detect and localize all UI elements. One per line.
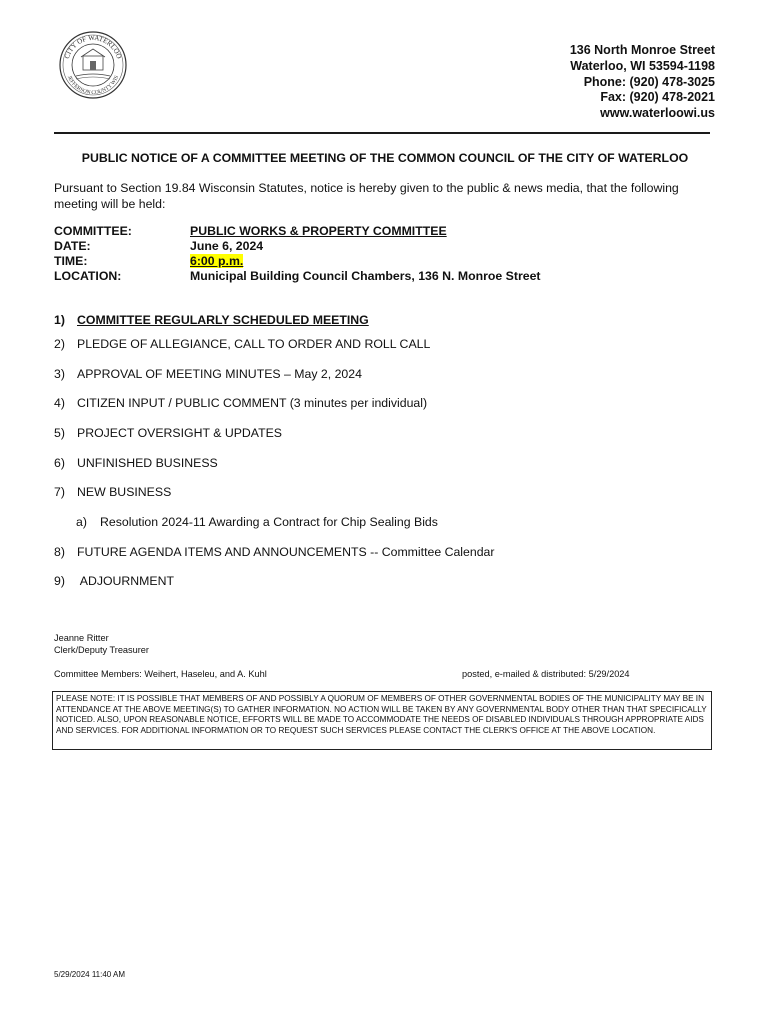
agenda-item (54, 396, 427, 410)
agenda-item-number: 3) (54, 367, 65, 381)
agenda-item-number: 1) (54, 313, 65, 327)
agenda-item-text: APPROVAL OF MEETING MINUTES – May 2, 2024 (77, 367, 362, 381)
header-address-block (570, 43, 715, 122)
footer-timestamp: 5/29/2024 11:40 AM (54, 970, 126, 979)
agenda-item-number: 9) (54, 574, 65, 588)
agenda-item-text: UNFINISHED BUSINESS (77, 456, 218, 470)
agenda-item (54, 367, 362, 381)
address-fax: Fax: (920) 478-2021 (600, 90, 715, 105)
posted-date: posted, e-mailed & distributed: 5/29/2024 (462, 669, 630, 679)
location-value: Municipal Building Council Chambers, 136 N. Monroe Street (190, 269, 541, 283)
time-label: TIME: (54, 254, 88, 268)
committee-value: PUBLIC WORKS & PROPERTY COMMITTEE (190, 224, 447, 238)
agenda-item-number: 5) (54, 426, 65, 440)
date-value: June 6, 2024 (190, 239, 264, 253)
agenda-sub-item (76, 515, 438, 529)
signature-role: Clerk/Deputy Treasurer (54, 645, 149, 655)
agenda-item-text: ADJOURNMENT (77, 574, 175, 588)
agenda-item-text: CITIZEN INPUT / PUBLIC COMMENT (3 minutes per individual) (77, 396, 428, 410)
svg-text:CITY OF WATERLOO: CITY OF WATERLOO (62, 33, 124, 60)
header-divider (54, 132, 710, 134)
time-value: 6:00 p.m. (190, 254, 244, 268)
agenda-item (54, 426, 282, 440)
agenda-item-text: COMMITTEE REGULARLY SCHEDULED MEETING (77, 313, 369, 327)
agenda-item-number: 2) (54, 337, 65, 351)
address-phone: Phone: (920) 478-3025 (583, 74, 715, 89)
intro-paragraph: Pursuant to Section 19.84 Wisconsin Statutes, notice is hereby given to the public & news media, that the following meeting will be held: (54, 181, 679, 211)
agenda-item (54, 574, 174, 588)
agenda-item-text: PLEDGE OF ALLEGIANCE, CALL TO ORDER AND ROLL CALL (77, 337, 431, 351)
agenda-item-text: FUTURE AGENDA ITEMS AND ANNOUNCEMENTS -- Committee Calendar (77, 545, 495, 559)
committee-members: Committee Members: Weihert, Haseleu, and A. Kuhl (54, 669, 267, 679)
agenda-item-text: PROJECT OVERSIGHT & UPDATES (77, 426, 282, 440)
agenda-item-text: NEW BUSINESS (77, 485, 172, 499)
svg-text:JEFFERSON COUNTY WIS: JEFFERSON COUNTY WIS (65, 74, 121, 97)
address-website: www.waterloowi.us (600, 106, 715, 121)
address-street: 136 North Monroe Street (569, 43, 715, 57)
agenda-item (54, 456, 218, 470)
agenda-item (54, 337, 430, 351)
agenda-item-number: 6) (54, 456, 65, 470)
address-city: Waterloo, WI 53594-1198 (570, 58, 715, 73)
agenda-item-number: 8) (54, 545, 65, 559)
signature-name: Jeanne Ritter (54, 633, 109, 643)
agenda-item-number: 7) (54, 485, 65, 499)
agenda-sub-item-text: Resolution 2024-11 Awarding a Contract for Chip Sealing Bids (100, 515, 438, 529)
agenda-item-number: 4) (54, 396, 65, 410)
agenda-item (54, 485, 171, 499)
committee-label: COMMITTEE: (54, 224, 132, 238)
notice-title: PUBLIC NOTICE OF A COMMITTEE MEETING OF THE COMMON COUNCIL OF THE CITY OF WATERLOO (81, 151, 689, 165)
city-seal-logo (58, 30, 128, 100)
date-label: DATE: (54, 239, 91, 253)
agenda-item (54, 313, 369, 327)
agenda-item (54, 545, 495, 559)
please-note-box: PLEASE NOTE: IT IS POSSIBLE THAT MEMBERS OF AND POSSIBLY A QUORUM OF MEMBERS OF OTHER GOVERNMENTAL BODIES OF THE MUNICIPALITY MAY BE IN ATTENDANCE AT THE ABOVE MEETING(S) TO GATHER INFORMATION. NO ACTION WILL BE TAKEN BY ANY GOVERNMENTAL BODY OTHER THAN THAT SPECIFICALLY NOTICED. ALSO, UPON REASONABLE NOTICE, EFFORTS WILL BE MADE TO ACCOMMODATE THE NEEDS OF DISABLED INDIVIDUALS THROUGH APPROPRIATE AIDS AND SERVICES. FOR ADDITIONAL INFORMATION OR TO REQUEST SUCH SERVICES PLEASE CONTACT THE CLERK'S OFFICE AT THE ABOVE LOCATION. (52, 691, 712, 750)
agenda-sub-item-number: a) (76, 515, 87, 529)
location-label: LOCATION: (54, 269, 122, 283)
